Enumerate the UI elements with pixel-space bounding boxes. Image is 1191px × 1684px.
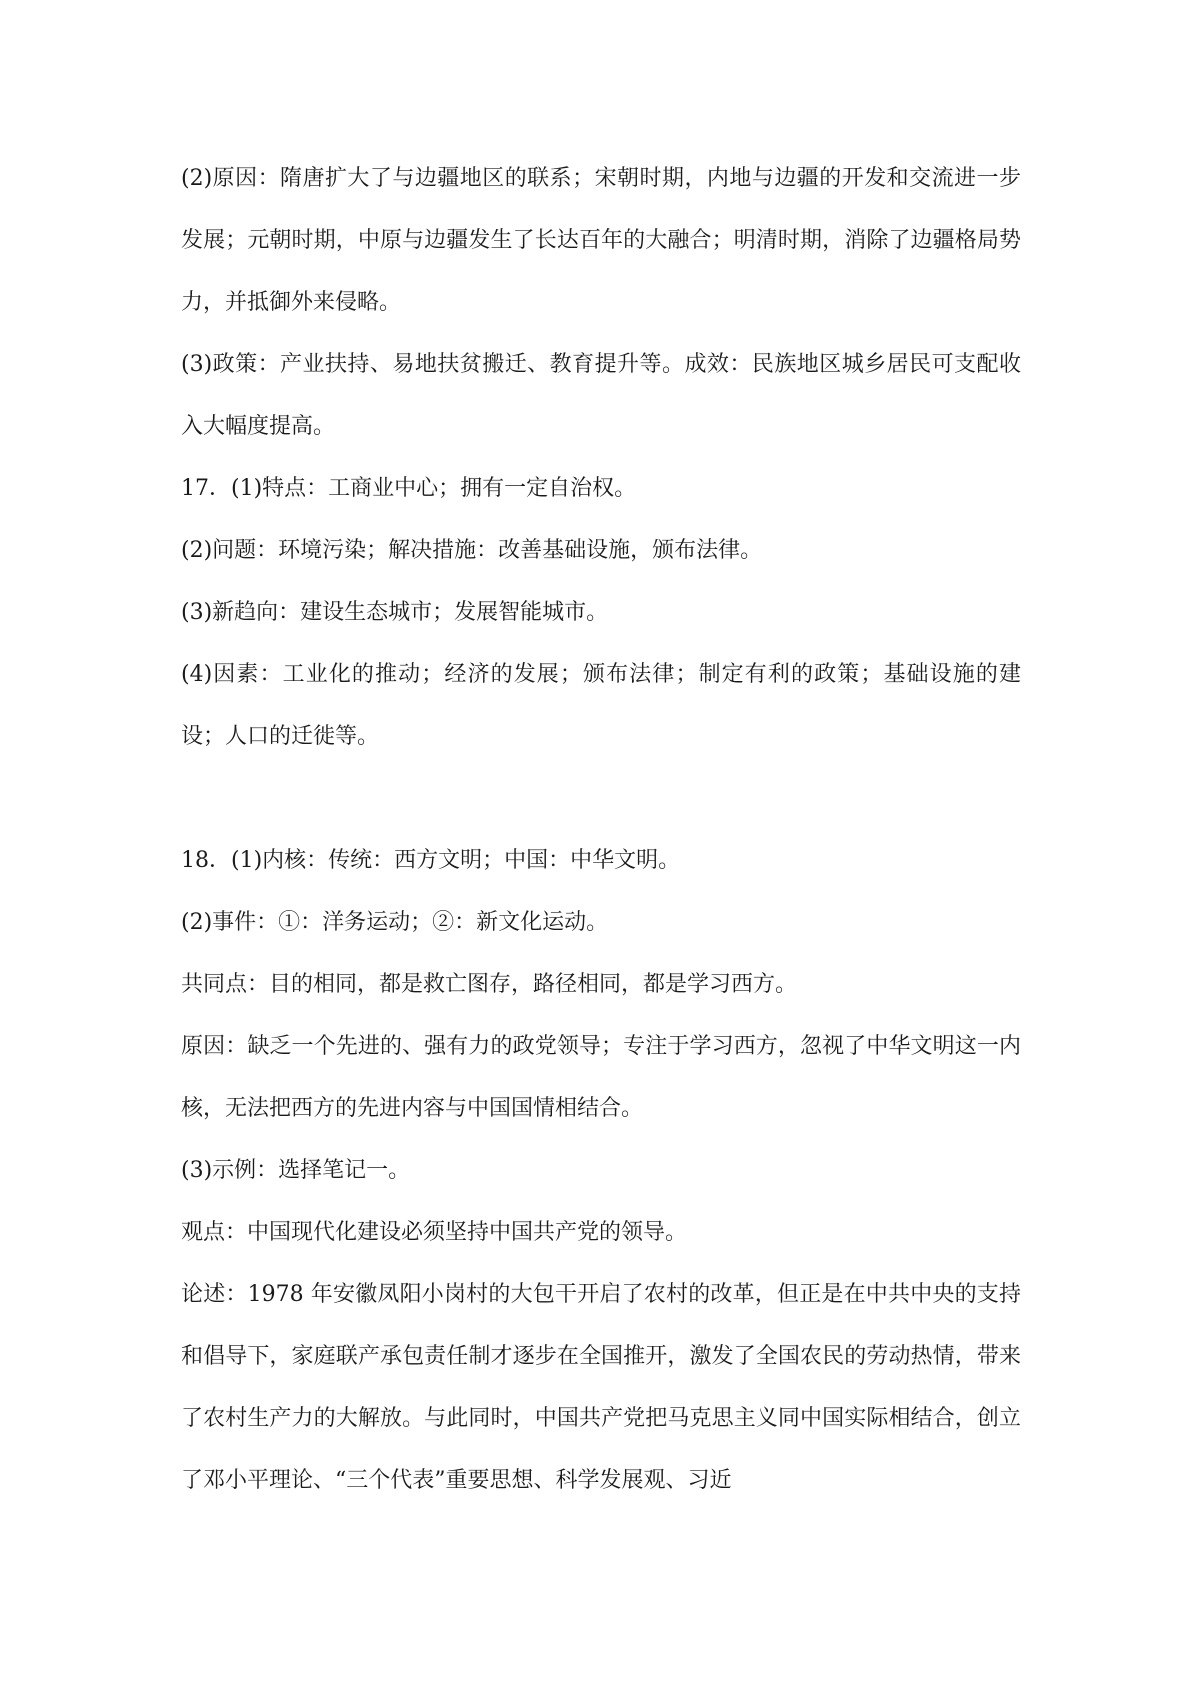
answer-18-2: (2)事件：①：洋务运动；②：新文化运动。 (181, 910, 609, 935)
answer-18-1: 18．(1)内核：传统：西方文明；中国：中华文明。 (181, 848, 681, 873)
answer-18-2-reason: 原因：缺乏一个先进的、强有力的政党领导；专注于学习西方，忽视了中华文明这一内核，无法把西方的先进内容与中国国情相结合。 (181, 1034, 1021, 1121)
document-body (181, 148, 1021, 1512)
answer-18-3-discussion: 论述：1978 年安徽凤阳小岗村的大包干开启了农村的改革，但正是在中共中央的支持和倡导下，家庭联产承包责任制才逐步在全国推开，激发了全国农民的劳动热情，带来了农村生产力的大解放。与此同时，中国共产党把马克思主义同中国实际相结合，创立了邓小平理论、“三个代表”重要思想、科学发展观、习近 (181, 1282, 1021, 1493)
section-gap (181, 768, 1021, 830)
answer-17-3: (3)新趋向：建设生态城市；发展智能城市。 (181, 600, 609, 625)
answer-16-3: (3)政策：产业扶持、易地扶贫搬迁、教育提升等。成效：民族地区城乡居民可支配收入大幅度提高。 (181, 352, 1021, 439)
answer-18-2-common: 共同点：目的相同，都是救亡图存，路径相同，都是学习西方。 (181, 972, 798, 997)
answer-17-4: (4)因素：工业化的推动；经济的发展；颁布法律；制定有利的政策；基础设施的建设；人口的迁徙等。 (181, 662, 1021, 749)
answer-17-2: (2)问题：环境污染；解决措施：改善基础设施，颁布法律。 (181, 538, 763, 563)
answer-18-3: (3)示例：选择笔记一。 (181, 1158, 411, 1183)
answer-16-2: (2)原因：隋唐扩大了与边疆地区的联系；宋朝时期，内地与边疆的开发和交流进一步发展；元朝时期，中原与边疆发生了长达百年的大融合；明清时期，消除了边疆格局势力，并抵御外来侵略。 (181, 166, 1021, 315)
answer-18-3-viewpoint: 观点：中国现代化建设必须坚持中国共产党的领导。 (181, 1220, 688, 1245)
answer-17-1: 17．(1)特点：工商业中心；拥有一定自治权。 (181, 476, 637, 501)
